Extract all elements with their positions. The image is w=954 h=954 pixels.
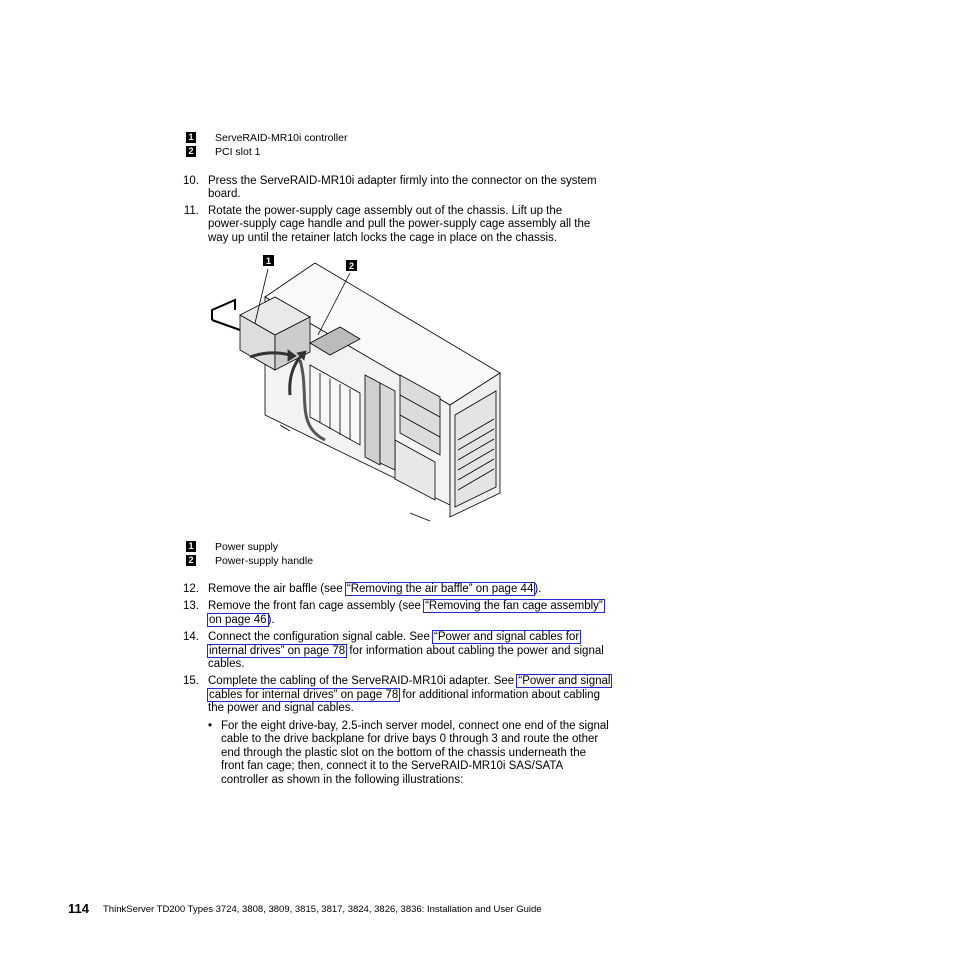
step-text-segment: Remove the front fan cage assembly (see bbox=[208, 600, 425, 612]
step-text-segment: Complete the cabling of the ServeRAID-MR10i adapter. See bbox=[208, 675, 518, 687]
chassis-illustration bbox=[200, 255, 510, 525]
step-text-segment: Remove the air baffle (see bbox=[208, 583, 346, 595]
step-text bbox=[208, 614, 275, 627]
step-text: Rotate the power-supply cage assembly out of the chassis. Lift up the bbox=[208, 205, 563, 217]
step-text-segment: Connect the configuration signal cable. See bbox=[208, 631, 434, 643]
step-text bbox=[208, 600, 604, 613]
step-number: 10. bbox=[183, 175, 199, 187]
step-text-segment: ). bbox=[534, 583, 542, 595]
callout-badge: 1 bbox=[186, 132, 196, 143]
link-power-signal-cables-2[interactable]: “Power and signal bbox=[518, 675, 611, 687]
page-number: 114 bbox=[68, 901, 89, 916]
callout-badge: 1 bbox=[186, 541, 196, 552]
bullet-text: front fan cage; then, connect it to the ServeRAID-MR10i SAS/SATA bbox=[221, 760, 564, 772]
step-text: the power and signal cables. bbox=[208, 702, 354, 714]
step-text bbox=[208, 675, 611, 688]
step-text-segment: ). bbox=[267, 614, 275, 626]
link-removing-fan-cage-page[interactable]: on page 46 bbox=[209, 614, 267, 626]
link-power-signal-cables-2-page[interactable]: cables for internal drives” on page 78 bbox=[209, 689, 399, 701]
step-text: way up until the retainer latch locks the cage in place on the chassis. bbox=[208, 232, 558, 244]
step-text: board. bbox=[208, 188, 241, 200]
bullet-text: controller as shown in the following illustrations: bbox=[221, 774, 464, 786]
link-removing-air-baffle[interactable]: “Removing the air baffle” on page 44 bbox=[346, 583, 534, 595]
legend-label: Power-supply handle bbox=[215, 555, 314, 567]
figure-callout: 1 bbox=[265, 256, 272, 266]
step-text: Press the ServeRAID-MR10i adapter firmly into the connector on the system bbox=[208, 175, 597, 187]
step-number: 11. bbox=[183, 205, 199, 217]
step-text-segment: for additional information about cabling bbox=[399, 689, 600, 701]
callout-badge: 2 bbox=[186, 555, 196, 566]
bullet-text: cable to the drive backplane for drive bays 0 through 3 and route the other bbox=[221, 733, 599, 745]
legend-label: Power supply bbox=[215, 541, 279, 553]
link-power-signal-cables[interactable]: “Power and signal cables for bbox=[434, 631, 580, 643]
footer-title: ThinkServer TD200 Types 3724, 3808, 3809, 3815, 3817, 3824, 3826, 3836: Installation and User Guide bbox=[103, 904, 542, 915]
bullet-mark: • bbox=[208, 720, 213, 732]
step-number: 12. bbox=[183, 583, 199, 595]
bullet-text: For the eight drive-bay, 2.5-inch server model, connect one end of the signal bbox=[221, 720, 609, 732]
step-text-segment: for information about cabling the power and signal bbox=[346, 645, 604, 657]
link-removing-fan-cage[interactable]: “Removing the fan cage assembly” bbox=[425, 600, 603, 612]
link-power-signal-cables-page[interactable]: internal drives” on page 78 bbox=[209, 645, 346, 657]
step-text bbox=[208, 645, 604, 658]
step-number: 15. bbox=[183, 675, 199, 687]
step-text: power-supply cage handle and pull the power-supply cage assembly all the bbox=[208, 218, 591, 230]
step-text bbox=[208, 631, 580, 644]
step-text: cables. bbox=[208, 658, 245, 670]
callout-badge: 2 bbox=[186, 146, 196, 157]
figure-callout: 2 bbox=[348, 261, 355, 271]
chassis-drawing bbox=[200, 255, 510, 525]
legend-label: ServeRAID-MR10i controller bbox=[215, 132, 348, 144]
bullet-text: end through the plastic slot on the bottom of the chassis underneath the bbox=[221, 747, 587, 759]
step-number: 14. bbox=[183, 631, 199, 643]
step-text bbox=[208, 583, 541, 596]
legend-label: PCI slot 1 bbox=[215, 146, 261, 158]
step-text bbox=[208, 689, 600, 702]
step-number: 13. bbox=[183, 600, 199, 612]
